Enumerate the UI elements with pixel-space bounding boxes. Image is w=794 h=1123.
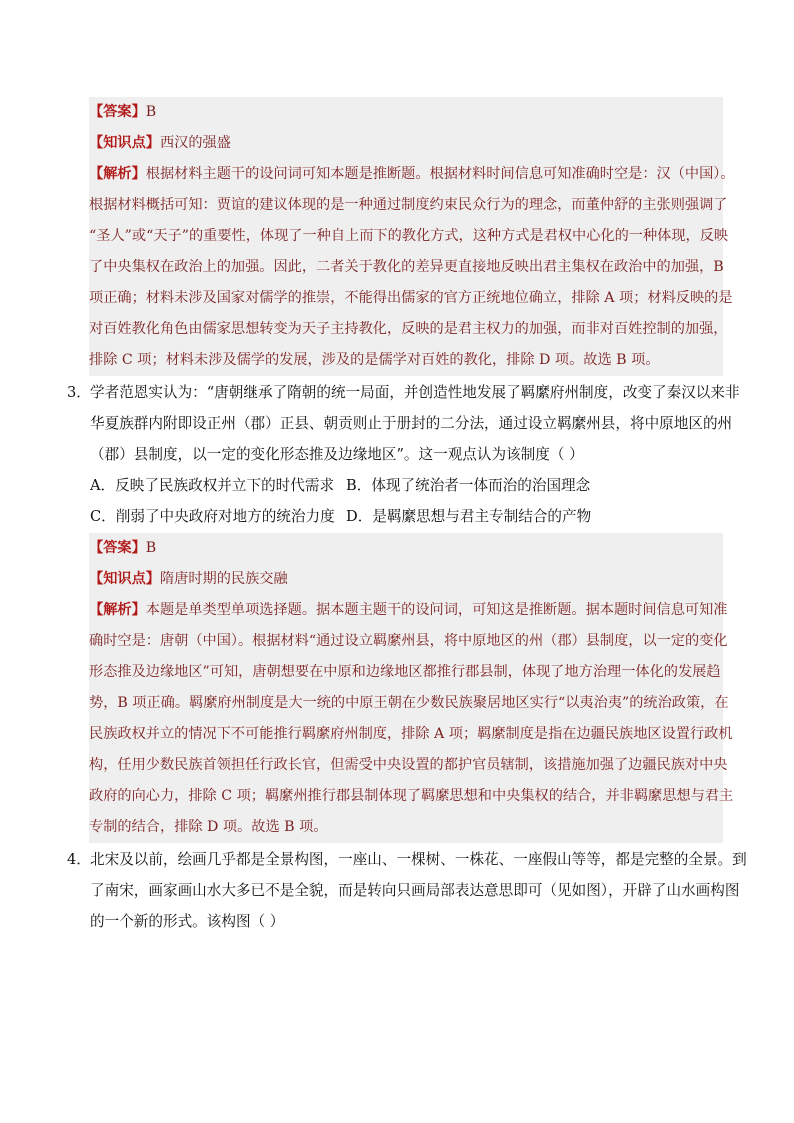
option-b: B．体现了统治者一体而治的治国理念	[346, 477, 591, 494]
analysis-tag: 【解析】	[89, 602, 146, 618]
analysis-line: 政府的向心力，排除 C 项；羁縻州推行郡县制体现了羁縻思想和中央集权的结合，并非羁縻思想与君主	[89, 788, 734, 804]
analysis-text: 根据材料主题干的设问词可知本题是推断题。根据材料时间信息可知准确时空是：汉（中国）。	[145, 166, 735, 182]
analysis-line: 项正确；材料未涉及国家对儒学的推崇，不能得出儒家的官方正统地位确立，排除 A 项；材料反映的是	[89, 290, 733, 306]
analysis-line: 专制的结合，排除 D 项。故选 B 项。	[89, 819, 328, 835]
knowledge-line	[89, 128, 723, 159]
answer-value: B	[145, 540, 157, 556]
question-number: 4．	[67, 851, 91, 868]
question-stem-line: 学者范恩实认为：“唐朝继承了隋朝的统一局面，并创造性地发展了羁縻府州制度，改变了秦汉以来非	[90, 384, 740, 401]
question-stem-line: 的一个新的形式。该构图（ ）	[90, 913, 285, 930]
analysis-line: 对百姓教化角色由儒家思想转变为天子主持教化，反映的是君主权力的加强，而非对百姓控制的加强，	[89, 321, 728, 337]
question-stem-line: （郡）县制度，以一定的变化形态推及边缘地区”。这一观点认为该制度（ ）	[90, 446, 584, 463]
option-d: D．是羁縻思想与君主专制结合的产物	[346, 508, 592, 525]
analysis-line: 根据材料概括可知：贾谊的建议体现的是一种通过制度约束民众行为的理念，而董仲舒的主张则强调了	[89, 197, 728, 213]
answer-tag: 【答案】	[89, 540, 146, 556]
analysis-line: 确时空是：唐朝（中国）。根据材料“通过设立羁縻州县，将中原地区的州（郡）县制度，以一定的变化	[89, 633, 728, 649]
analysis-line: 势，B 项正确。羁縻府州制度是大一统的中原王朝在少数民族聚居地区实行“以夷治夷”的统治政策，在	[89, 695, 729, 711]
analysis-line: “圣人”或“天子”的重要性，体现了一种自上而下的教化方式，这种方式是君权中心化的一种体现，反映	[89, 228, 729, 244]
question-stem-line: 北宋及以前，绘画几乎都是全景构图，一座山、一棵树、一株花、一座假山等等，都是完整的全景。到	[90, 851, 747, 868]
question-number: 3．	[67, 384, 91, 401]
question-stem-line: 了南宋，画家画山水大多已不是全貌，而是转向只画局部表达意思即可（见如图），开辟了山水画构图	[90, 882, 740, 899]
option-a: A．反映了民族政权并立下的时代需求	[90, 477, 335, 494]
knowledge-line	[89, 564, 723, 595]
knowledge-value: 西汉的强盛	[159, 135, 231, 151]
answer-block-q2	[89, 97, 735, 376]
answer-line	[89, 97, 723, 128]
analysis-line: 形态推及边缘地区”可知，唐朝想要在中原和边缘地区都推行郡县制，体现了地方治理一体化的发展趋	[89, 664, 721, 680]
knowledge-tag: 【知识点】	[89, 571, 160, 587]
answer-block-q3	[89, 533, 734, 843]
analysis-tag: 【解析】	[89, 166, 146, 182]
option-c: C．削弱了中央政府对地方的统治力度	[90, 508, 335, 525]
knowledge-value: 隋唐时期的民族交融	[159, 571, 288, 587]
answer-value: B	[145, 104, 157, 120]
analysis-text: 本题是单类型单项选择题。据本题主题干的设问词，可知这是推断题。据本题时间信息可知准	[145, 602, 728, 618]
analysis-line	[89, 595, 728, 626]
knowledge-tag: 【知识点】	[89, 135, 160, 151]
analysis-line	[89, 159, 735, 190]
analysis-line: 了中央集权在政治上的加强。因此，二者关于教化的差异更直接地反映出君主集权在政治中的加强，B	[89, 259, 724, 275]
answer-tag: 【答案】	[89, 104, 146, 120]
analysis-line: 民族政权并立的情况下不可能推行羁縻府州制度，排除 A 项；羁縻制度是指在边疆民族地区设置行政机	[89, 726, 733, 742]
analysis-line: 构，任用少数民族首领担任行政长官，但需受中央设置的都护官员辖制，该措施加强了边疆民族对中央	[89, 757, 728, 773]
analysis-line: 排除 C 项；材料未涉及儒学的发展，涉及的是儒学对百姓的教化，排除 D 项。故选 B 项。	[89, 352, 660, 368]
answer-line	[89, 533, 723, 564]
question-stem-line: 华夏族群内附即设正州（郡）正县、朝贡则止于册封的二分法，通过设立羁縻州县，将中原地区的州	[90, 415, 733, 432]
